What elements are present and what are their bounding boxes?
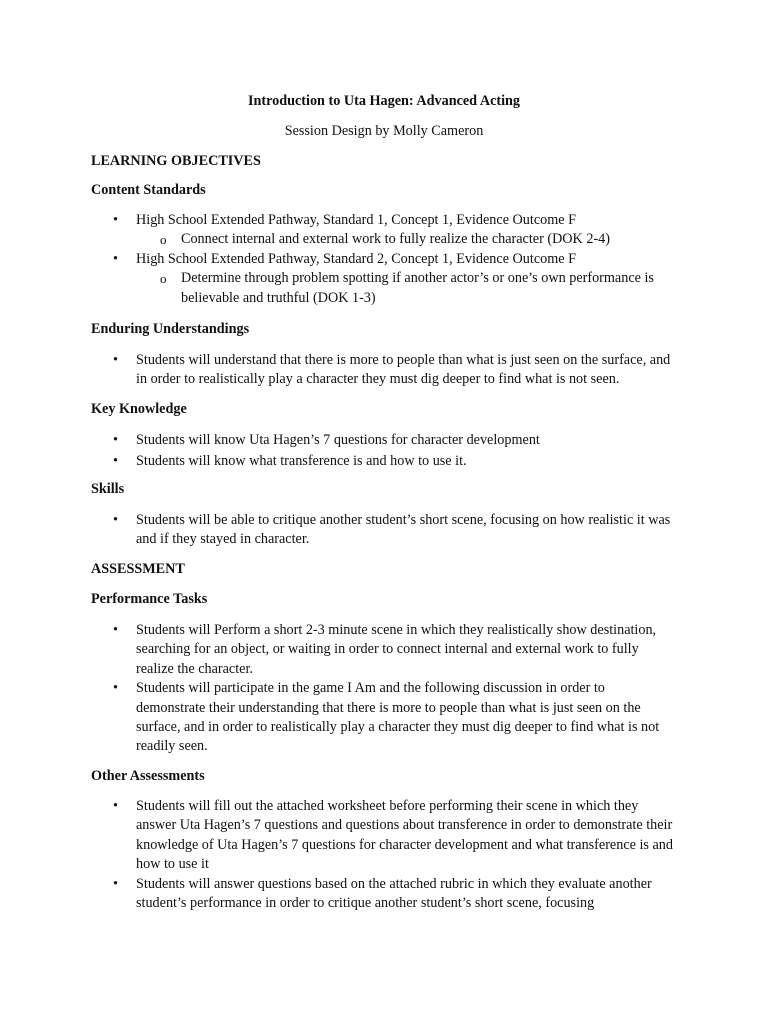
content-standards-list [0,211,676,308]
list-item-text: High School Extended Pathway, Standard 2, Concept 1, Evidence Outcome F [136,250,576,267]
list-item: • Students will answer questions based on the attached rubric in which they evaluate another student’s performance in order to critique another student’s short scene, focusing [0,875,676,914]
list-item: • Students will know what transference is and how to use it. [0,452,676,471]
skills-list [0,511,676,550]
document-title: Introduction to Uta Hagen: Advanced Acting [247,93,521,109]
heading-performance-tasks: Performance Tasks [91,591,208,607]
list-item: • Students will fill out the attached worksheet before performing their scene in which they answer Uta Hagen’s 7 questions and questions about transference in order to demonstrate their knowledge of Uta Hagen’s 7 questions for character development and what transference is and how to use it [0,797,676,875]
sub-list [136,230,676,249]
heading-skills: Skills [91,481,125,497]
list-item [0,211,676,250]
enduring-understandings-list [0,351,676,390]
sub-list-item: o Connect internal and external work to fully realize the character (DOK 2-4) [136,230,676,249]
list-item [0,250,676,308]
list-item: • Students will Perform a short 2-3 minute scene in which they realistically show destination, searching for an object, or waiting in order to connect internal and external work to fully realize the character. [0,621,676,679]
heading-other-assessments: Other Assessments [91,768,205,784]
key-knowledge-list [0,431,676,472]
performance-tasks-list [0,621,676,757]
list-item: • Students will participate in the game I Am and the following discussion in order to demonstrate their understanding that there is more to people than what is just seen on the surface, and in order to realistically play a character they must dig deeper to find what is not readily seen. [0,679,676,757]
document-subtitle: Session Design by Molly Cameron [284,123,484,139]
list-item: • Students will know Uta Hagen’s 7 questions for character development [0,431,676,450]
list-item-text: High School Extended Pathway, Standard 1, Concept 1, Evidence Outcome F [136,212,576,228]
heading-assessment: ASSESSMENT [91,561,185,577]
heading-content-standards: Content Standards [91,182,206,198]
sub-list [136,269,676,308]
heading-enduring-understandings: Enduring Understandings [91,321,250,337]
list-item: • Students will understand that there is more to people than what is just seen on the surface, and in order to realistically play a character they must dig deeper to find what is not seen. [0,351,676,390]
sub-list-item: o Determine through problem spotting if another actor’s or one’s own performance is believable and truthful (DOK 1-3) [136,269,676,308]
heading-learning-objectives: LEARNING OBJECTIVES [91,153,261,169]
heading-key-knowledge: Key Knowledge [91,401,187,417]
other-assessments-list [0,797,676,913]
list-item: • Students will be able to critique another student’s short scene, focusing on how realistic it was and if they stayed in character. [0,511,676,550]
